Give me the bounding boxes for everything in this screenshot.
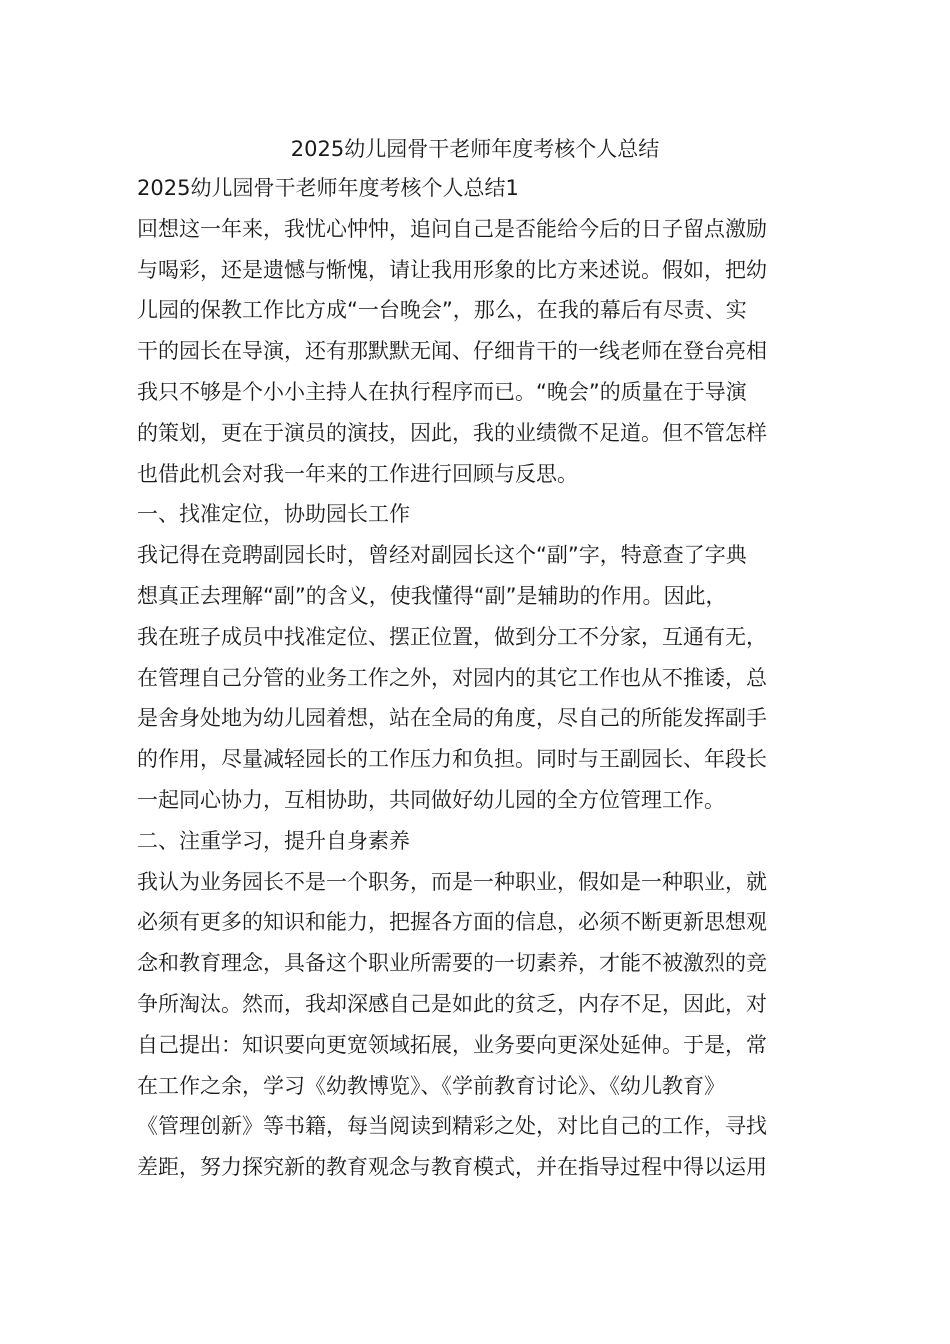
text-line: 我记得在竞聘副园长时，曾经对副园长这个“副”字，特意查了字典 <box>137 543 747 568</box>
text-line: 干的园长在导演，还有那默默无闻、仔细肯干的一线老师在登台亮相 <box>137 339 767 364</box>
text-line: 2025幼儿园骨干老师年度考核个人总结1 <box>137 176 519 200</box>
text-line: 《管理创新》等书籍，每当阅读到精彩之处，对比自己的工作，寻找 <box>137 1114 767 1139</box>
text-line: 是舍身处地为幼儿园着想，站在全局的角度，尽自己的所能发挥副手 <box>137 706 767 731</box>
text-line: 的策划，更在于演员的演技，因此，我的业绩微不足道。但不管怎样 <box>137 420 767 445</box>
text-line: 想真正去理解“副”的含义，使我懂得“副”是辅助的作用。因此， <box>137 583 727 608</box>
text-line: 的作用，尽量减轻园长的工作压力和负担。同时与王副园长、年段长 <box>137 747 767 772</box>
document-body <box>137 168 827 1188</box>
text-line: 也借此机会对我一年来的工作进行回顾与反思。 <box>137 461 578 486</box>
text-line: 自己提出：知识要向更宽领域拓展，业务要向更深处延伸。于是，常 <box>137 1032 767 1057</box>
text-line: 二、注重学习，提升自身素养 <box>137 828 410 853</box>
text-line: 与喝彩，还是遗憾与惭愧，请让我用形象的比方来述说。假如，把幼 <box>137 257 767 282</box>
text-line: 在工作之余，学习《幼教博览》、《学前教育讨论》、《幼儿教育》 <box>137 1073 725 1098</box>
text-line: 我认为业务园长不是一个职务，而是一种职业，假如是一种职业，就 <box>137 869 767 894</box>
text-line: 争所淘汰。然而，我却深感自己是如此的贫乏，内存不足，因此，对 <box>137 991 767 1016</box>
text-line: 回想这一年来，我忧心忡忡，追问自己是否能给今后的日子留点激励 <box>137 216 767 241</box>
text-line: 在管理自己分管的业务工作之外，对园内的其它工作也从不推诿，总 <box>137 665 767 690</box>
text-line: 一起同心协力，互相协助，共同做好幼儿园的全方位管理工作。 <box>137 787 725 812</box>
text-line: 我只不够是个小小主持人在执行程序而已。“晚会”的质量在于导演 <box>137 379 747 404</box>
text-line: 差距，努力探究新的教育观念与教育模式，并在指导过程中得以运用 <box>137 1155 767 1180</box>
text-line: 念和教育理念，具备这个职业所需要的一切素养，才能不被激烈的竞 <box>137 951 767 976</box>
text-line: 我在班子成员中找准定位、摆正位置，做到分工不分家，互通有无， <box>137 624 767 649</box>
text-line: 一、找准定位，协助园长工作 <box>137 502 410 527</box>
text-line: 儿园的保教工作比方成“一台晚会”，那么，在我的幕后有尽责、实 <box>137 298 747 323</box>
document-title: 2025幼儿园骨干老师年度考核个人总结 <box>290 137 660 161</box>
text-line: 必须有更多的知识和能力，把握各方面的信息，必须不断更新思想观 <box>137 910 767 935</box>
